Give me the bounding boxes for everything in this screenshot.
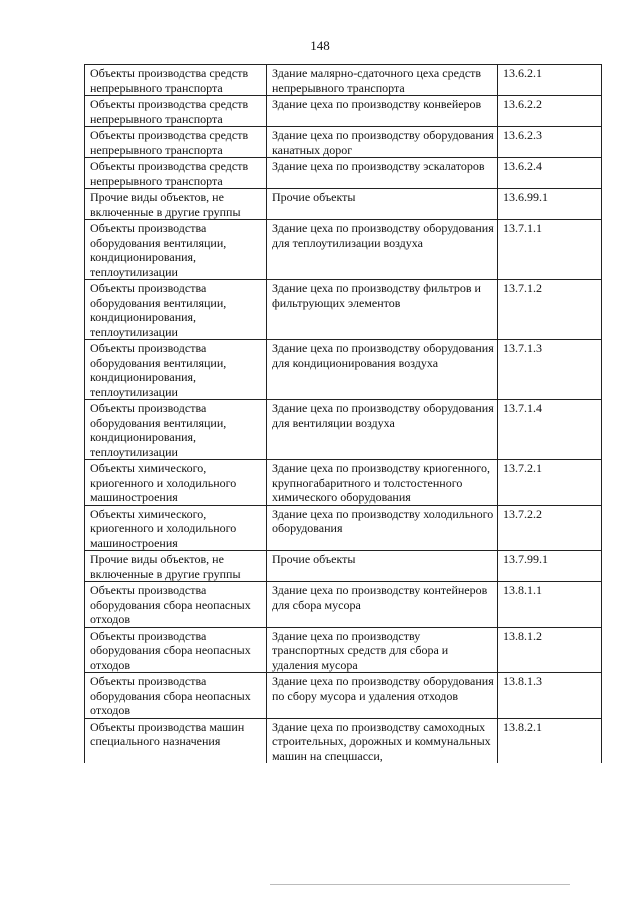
page-bottom-rule — [270, 884, 570, 885]
code-cell: 13.6.99.1 — [498, 189, 602, 220]
code-cell: 13.8.2.1 — [498, 718, 602, 763]
category-cell: Объекты производства средств непрерывного транспорта — [85, 158, 267, 189]
category-cell: Объекты производства машин специального назначения — [85, 718, 267, 763]
table-row — [85, 65, 602, 96]
table-row — [85, 96, 602, 127]
category-cell: Объекты производства оборудования вентиляции, кондиционирования, теплоутилизации — [85, 280, 267, 340]
code-cell: 13.7.2.1 — [498, 460, 602, 506]
category-cell: Объекты химического, криогенного и холодильного машиностроения — [85, 460, 267, 506]
category-cell: Прочие виды объектов, не включенные в другие группы — [85, 551, 267, 582]
table-row — [85, 460, 602, 506]
category-cell: Объекты производства оборудования вентиляции, кондиционирования, теплоутилизации — [85, 220, 267, 280]
page-number: 148 — [310, 38, 330, 53]
code-cell: 13.6.2.3 — [498, 127, 602, 158]
object-name-cell: Здание цеха по производству оборудования для кондиционирования воздуха — [267, 340, 498, 400]
code-cell: 13.7.1.2 — [498, 280, 602, 340]
category-cell: Объекты производства средств непрерывного транспорта — [85, 96, 267, 127]
table-row — [85, 400, 602, 460]
code-cell: 13.7.2.2 — [498, 505, 602, 551]
code-cell: 13.7.1.3 — [498, 340, 602, 400]
table-row — [85, 220, 602, 280]
category-cell: Объекты производства оборудования вентиляции, кондиционирования, теплоутилизации — [85, 340, 267, 400]
code-cell: 13.6.2.4 — [498, 158, 602, 189]
code-cell: 13.8.1.1 — [498, 582, 602, 628]
object-name-cell: Здание цеха по производству оборудования для теплоутилизации воздуха — [267, 220, 498, 280]
category-cell: Объекты химического, криогенного и холодильного машиностроения — [85, 505, 267, 551]
category-cell: Объекты производства средств непрерывного транспорта — [85, 127, 267, 158]
code-cell: 13.7.99.1 — [498, 551, 602, 582]
objects-table — [84, 64, 602, 763]
object-name-cell: Здание цеха по производству контейнеров для сбора мусора — [267, 582, 498, 628]
object-name-cell: Здание цеха по производству фильтров и фильтрующих элементов — [267, 280, 498, 340]
code-cell: 13.6.2.2 — [498, 96, 602, 127]
code-cell: 13.7.1.1 — [498, 220, 602, 280]
category-cell: Объекты производства оборудования сбора неопасных отходов — [85, 673, 267, 719]
category-cell: Объекты производства оборудования сбора неопасных отходов — [85, 582, 267, 628]
table-row — [85, 718, 602, 763]
object-name-cell: Здание цеха по производству конвейеров — [267, 96, 498, 127]
object-name-cell: Здание цеха по производству криогенного, крупногабаритного и толстостенного химического оборудования — [267, 460, 498, 506]
table-row — [85, 627, 602, 673]
table-row — [85, 505, 602, 551]
object-name-cell: Здание цеха по производству самоходных строительных, дорожных и коммунальных машин на спецшасси, — [267, 718, 498, 763]
code-cell: 13.6.2.1 — [498, 65, 602, 96]
code-cell: 13.7.1.4 — [498, 400, 602, 460]
object-name-cell: Прочие объекты — [267, 189, 498, 220]
code-cell: 13.8.1.2 — [498, 627, 602, 673]
object-name-cell: Здание цеха по производству холодильного оборудования — [267, 505, 498, 551]
code-cell: 13.8.1.3 — [498, 673, 602, 719]
table-row — [85, 158, 602, 189]
object-name-cell: Здание цеха по производству оборудования по сбору мусора и удаления отходов — [267, 673, 498, 719]
category-cell: Объекты производства оборудования вентиляции, кондиционирования, теплоутилизации — [85, 400, 267, 460]
category-cell: Объекты производства оборудования сбора неопасных отходов — [85, 627, 267, 673]
object-name-cell: Здание цеха по производству оборудования канатных дорог — [267, 127, 498, 158]
table-row — [85, 582, 602, 628]
table-row — [85, 340, 602, 400]
object-name-cell: Здание малярно-сдаточного цеха средств непрерывного транспорта — [267, 65, 498, 96]
object-name-cell: Прочие объекты — [267, 551, 498, 582]
table-row — [85, 127, 602, 158]
category-cell: Прочие виды объектов, не включенные в другие группы — [85, 189, 267, 220]
table-row — [85, 673, 602, 719]
object-name-cell: Здание цеха по производству транспортных средств для сбора и удаления мусора — [267, 627, 498, 673]
category-cell: Объекты производства средств непрерывного транспорта — [85, 65, 267, 96]
table-row — [85, 551, 602, 582]
object-name-cell: Здание цеха по производству эскалаторов — [267, 158, 498, 189]
table-row — [85, 189, 602, 220]
table-row — [85, 280, 602, 340]
object-name-cell: Здание цеха по производству оборудования для вентиляции воздуха — [267, 400, 498, 460]
